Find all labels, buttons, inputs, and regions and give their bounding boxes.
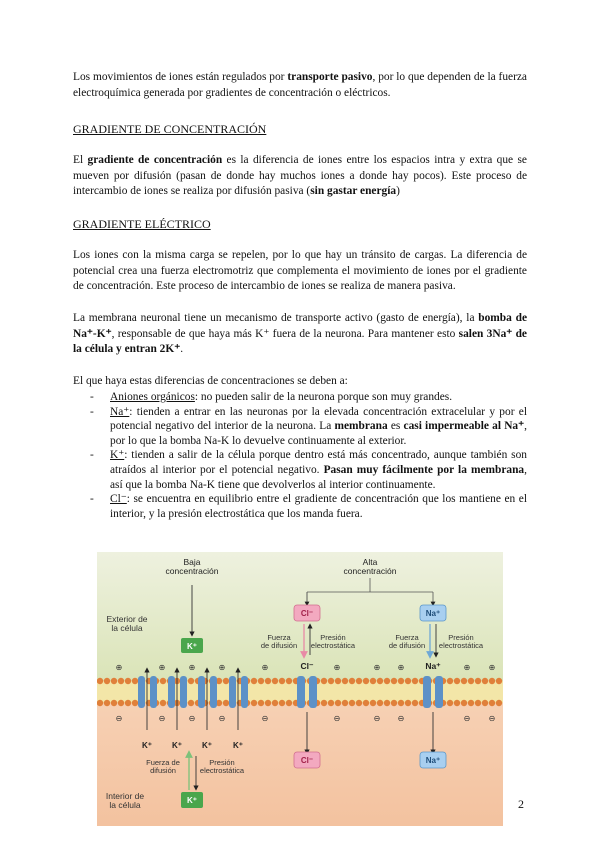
svg-text:⊖: ⊖ xyxy=(158,714,166,723)
svg-text:⊕: ⊕ xyxy=(463,663,471,672)
svg-text:K⁺: K⁺ xyxy=(142,741,152,750)
svg-text:⊖: ⊖ xyxy=(333,714,341,723)
svg-text:Na⁺: Na⁺ xyxy=(425,756,441,765)
svg-text:⊖: ⊖ xyxy=(397,714,405,723)
svg-text:⊕: ⊕ xyxy=(333,663,341,672)
svg-text:⊖: ⊖ xyxy=(373,714,381,723)
svg-text:Cl⁻: Cl⁻ xyxy=(300,756,314,765)
pump-paragraph: La membrana neuronal tiene un mecanismo de transporte activo (gasto de energía), la bomba de Na⁺-K⁺, responsable de que haya más K⁺ fuera de la neurona. Para mantener esto salen 3Na⁺ de la célula y entran 2K⁺. xyxy=(73,312,527,356)
svg-text:⊖: ⊖ xyxy=(463,714,471,723)
high-concentration-label: Alta concentración xyxy=(343,557,397,576)
svg-text:⊖: ⊖ xyxy=(261,714,269,723)
svg-text:K⁺: K⁺ xyxy=(233,741,243,750)
low-concentration-label: Baja concentración xyxy=(165,557,219,576)
causes-list xyxy=(73,390,527,521)
k-electrostatic-label: Presión electrostática xyxy=(199,758,245,775)
svg-text:⊕: ⊕ xyxy=(488,663,496,672)
svg-text:Na⁺: Na⁺ xyxy=(425,609,441,618)
ion-gradient-figure xyxy=(97,552,503,826)
list-item: - Cl⁻: se encuentra en equilibrio entre el gradiente de concentración que los mantiene en el interior, y la presión electrostática que los manda fuera. xyxy=(73,492,527,521)
cl-electrostatic-label: Presión electrostática xyxy=(310,633,356,650)
k-diffusion-label: Fuerza de difusión xyxy=(146,758,180,775)
exterior-label: Exterior de la célula xyxy=(106,614,148,633)
svg-text:K⁺: K⁺ xyxy=(202,741,212,750)
svg-text:⊕: ⊕ xyxy=(261,663,269,672)
intro-paragraph: Los movimientos de iones están regulados por transporte pasivo, por lo que dependen de la fuerza electroquímica generada por gradientes de concentración o eléctricos. xyxy=(73,71,527,99)
svg-text:K⁺: K⁺ xyxy=(187,796,197,805)
svg-text:⊕: ⊕ xyxy=(397,663,405,672)
svg-text:⊕: ⊕ xyxy=(373,663,381,672)
heading-concentration-gradient: GRADIENTE DE CONCENTRACIÓN xyxy=(73,122,267,136)
list-item: - Aniones orgánicos: no pueden salir de la neurona porque son muy grandes. xyxy=(73,390,527,405)
svg-text:⊕: ⊕ xyxy=(115,663,123,672)
na-electrostatic-label: Presión electrostática xyxy=(438,633,484,650)
svg-text:K⁺: K⁺ xyxy=(172,741,182,750)
causes-intro: El que haya estas diferencias de concentraciones se deben a: xyxy=(73,375,348,387)
svg-text:⊖: ⊖ xyxy=(188,714,196,723)
svg-text:K⁺: K⁺ xyxy=(187,642,197,651)
cl-diffusion-label: Fuerza de difusión xyxy=(260,633,298,650)
electric-paragraph: Los iones con la misma carga se repelen, por lo que hay un tránsito de cargas. La diferencia de potencial crea una fuerza electromotriz que complementa el movimiento de iones por el gradiente de concentración. Este proceso de intercambio de iones se realiza de manera pasiva. xyxy=(73,249,527,293)
concentration-paragraph: El gradiente de concentración es la diferencia de iones entre los espacios intra y extra que se mueven por difusión (pasan de donde hay muchos iones a donde hay pocos). Este proceso de intercambio de iones se realiza por difusión pasiva (sin gastar energía) xyxy=(73,154,527,198)
svg-text:⊕: ⊕ xyxy=(158,663,166,672)
list-item: - Na⁺: tienden a entrar en las neuronas por la elevada concentración extracelular y por el potencial negativo del interior de la neurona. La membrana es casi impermeable al Na⁺, por lo que la bomba Na-K lo devuelve continuamente al exterior. xyxy=(73,405,527,449)
page-number: 2 xyxy=(518,797,524,811)
svg-text:Cl⁻: Cl⁻ xyxy=(300,609,314,618)
svg-text:⊕: ⊕ xyxy=(188,663,196,672)
svg-text:⊖: ⊖ xyxy=(488,714,496,723)
svg-text:⊕: ⊕ xyxy=(218,663,226,672)
heading-electric-gradient: GRADIENTE ELÉCTRICO xyxy=(73,217,211,231)
svg-text:⊖: ⊖ xyxy=(218,714,226,723)
interior-label: Interior de la célula xyxy=(105,791,145,810)
svg-text:Na⁺: Na⁺ xyxy=(425,661,441,671)
svg-text:⊖: ⊖ xyxy=(115,714,123,723)
list-item: - K⁺: tienden a salir de la célula porque dentro está más concentrado, aunque también son atraídos al interior por el potencial negativo. Pasan muy fácilmente por la membrana, así que la bomba Na-K tiene que devolverlos al interior continuamente. xyxy=(73,448,527,492)
na-diffusion-label: Fuerza de difusión xyxy=(388,633,426,650)
svg-text:Cl⁻: Cl⁻ xyxy=(300,661,314,671)
